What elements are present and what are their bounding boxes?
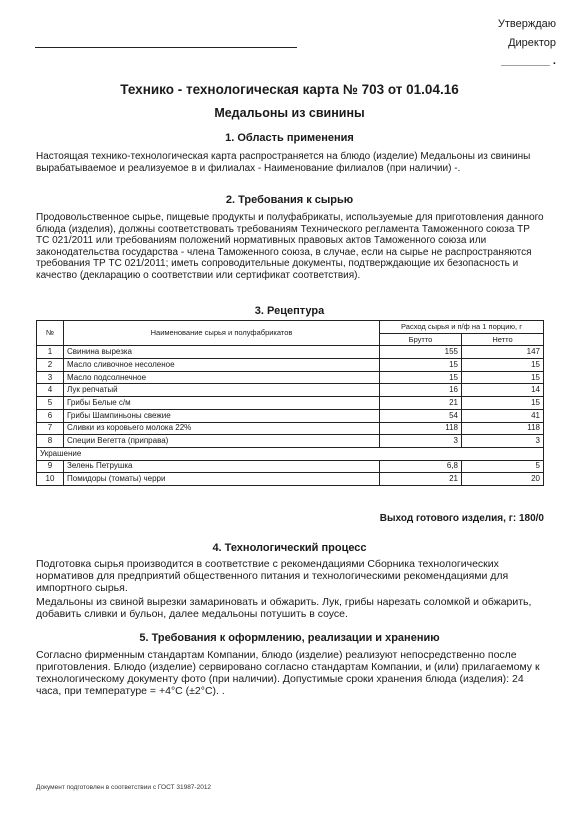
row-num: 6 [37, 409, 64, 422]
table-row [37, 435, 544, 448]
row-brutto: 15 [380, 371, 462, 384]
row-num: 10 [37, 473, 64, 486]
col-name-header: Наименование сырья и полуфабрикатов [64, 321, 380, 346]
section-3-heading: 3. Рецептура [254, 305, 325, 317]
row-netto: 5 [462, 460, 544, 473]
row-num: 1 [37, 346, 64, 359]
col-netto-header: Нетто [462, 333, 544, 346]
row-netto: 41 [462, 409, 544, 422]
row-num: 5 [37, 397, 64, 410]
row-name: Свинина вырезка [64, 346, 380, 359]
approval-position: Директор [508, 37, 556, 49]
row-num: 9 [37, 460, 64, 473]
section-5-heading: 5. Требования к оформлению, реализации и хранению [139, 632, 440, 644]
row-name: Грибы Шампиньоны свежие [64, 409, 380, 422]
table-row [37, 371, 544, 384]
row-brutto: 21 [380, 473, 462, 486]
row-brutto: 118 [380, 422, 462, 435]
section-4-text-2: Медальоны из свиной вырезки замариновать и обжарить. Лук, грибы нарезать соломкой и обжарить, добавить сливки и бульон, далее медальоны потушить в соусе. [36, 596, 532, 620]
row-netto: 15 [462, 359, 544, 372]
section-4-heading: 4. Технологический процесс [212, 542, 367, 554]
row-name: Зелень Петрушка [64, 460, 380, 473]
row-name: Лук репчатый [64, 384, 380, 397]
row-num: 8 [37, 435, 64, 448]
col-usage-header: Расход сырья и п/ф на 1 порцию, г [380, 321, 544, 334]
section-1-heading: 1. Область применения [225, 132, 354, 144]
table-row [37, 359, 544, 372]
row-name: Сливки из коровьего молока 22% [64, 422, 380, 435]
section-2-text: Продовольственное сырье, пищевые продукты и полуфабрикаты, используемые для приготовления данного блюда (изделия), должны соответствовать требованиям Технического регламента Таможенного союза ТР ТС 021/2011 или требованиям положений нормативных правовых актов Таможенного союза или законодательства государства - члена Таможенного союза, в случае, если на сырье не распространяются требования ТР ТС 021/2011; иметь сопроводительные документы, подтверждающие их безопасность и качество (декларацию о соответствии или сертификат соответствия). [36, 212, 544, 281]
row-brutto: 3 [380, 435, 462, 448]
section-5-text: Согласно фирменным стандартам Компании, блюдо (изделие) реализуют непосредственно после приготовления. Блюдо (изделие) сервировано согласно стандартам Компании, и (или) прилагаемому к технологическому документу фото (при наличии). Допустимые сроки хранения блюда (изделия): 24 часа, при температуре = +4°C (±2°C). . [36, 649, 540, 697]
row-netto: 3 [462, 435, 544, 448]
garnish-group-label: Украшение [37, 447, 544, 460]
row-netto: 15 [462, 371, 544, 384]
row-num: 2 [37, 359, 64, 372]
row-num: 3 [37, 371, 64, 384]
table-row [37, 397, 544, 410]
table-row [37, 473, 544, 486]
col-num-header: № [37, 321, 64, 346]
row-brutto: 54 [380, 409, 462, 422]
table-row [37, 346, 544, 359]
table-row [37, 422, 544, 435]
row-netto: 147 [462, 346, 544, 359]
signature-line-left [35, 47, 297, 48]
approval-block [498, 16, 556, 69]
section-2-heading: 2. Требования к сырью [225, 194, 354, 206]
row-brutto: 15 [380, 359, 462, 372]
table-group-row [37, 447, 544, 460]
row-name: Масло подсолнечное [64, 371, 380, 384]
row-name: Помидоры (томаты) черри [64, 473, 380, 486]
row-num: 7 [37, 422, 64, 435]
table-row [37, 460, 544, 473]
document-title: Технико - технологическая карта № 703 от 01.04.16 [120, 82, 459, 97]
row-netto: 15 [462, 397, 544, 410]
row-name: Грибы Белые с/м [64, 397, 380, 410]
row-brutto: 21 [380, 397, 462, 410]
row-netto: 20 [462, 473, 544, 486]
row-brutto: 155 [380, 346, 462, 359]
row-brutto: 6,8 [380, 460, 462, 473]
row-brutto: 16 [380, 384, 462, 397]
row-num: 4 [37, 384, 64, 397]
table-row [37, 384, 544, 397]
dish-name: Медальоны из свинины [214, 106, 365, 120]
section-1-text: Настоящая технико-технологическая карта распространяется на блюдо (изделие) Медальоны из свинины вырабатываемое и реализуемое в и филиалах - Наименование филиалов (при наличии) -. [36, 151, 531, 174]
footer-note: Документ подготовлен в соответствии с ГОСТ 31987-2012 [36, 784, 212, 791]
row-netto: 14 [462, 384, 544, 397]
table-row [37, 409, 544, 422]
yield-label: Выход готового изделия, г: 180/0 [379, 513, 544, 524]
row-name: Специи Вегетта (приправа) [64, 435, 380, 448]
row-name: Масло сливочное несоленое [64, 359, 380, 372]
col-brutto-header: Брутто [380, 333, 462, 346]
section-4-text-1: Подготовка сырья производится в соответствие с рекомендациями Сборника технологических нормативов для предприятий общественного питания и технологическими рекомендациями для импортного сырья. [36, 558, 509, 594]
row-netto: 118 [462, 422, 544, 435]
approval-label: Утверждаю [497, 18, 556, 30]
approval-signature: ________ . [500, 55, 556, 67]
recipe-table [36, 320, 544, 486]
